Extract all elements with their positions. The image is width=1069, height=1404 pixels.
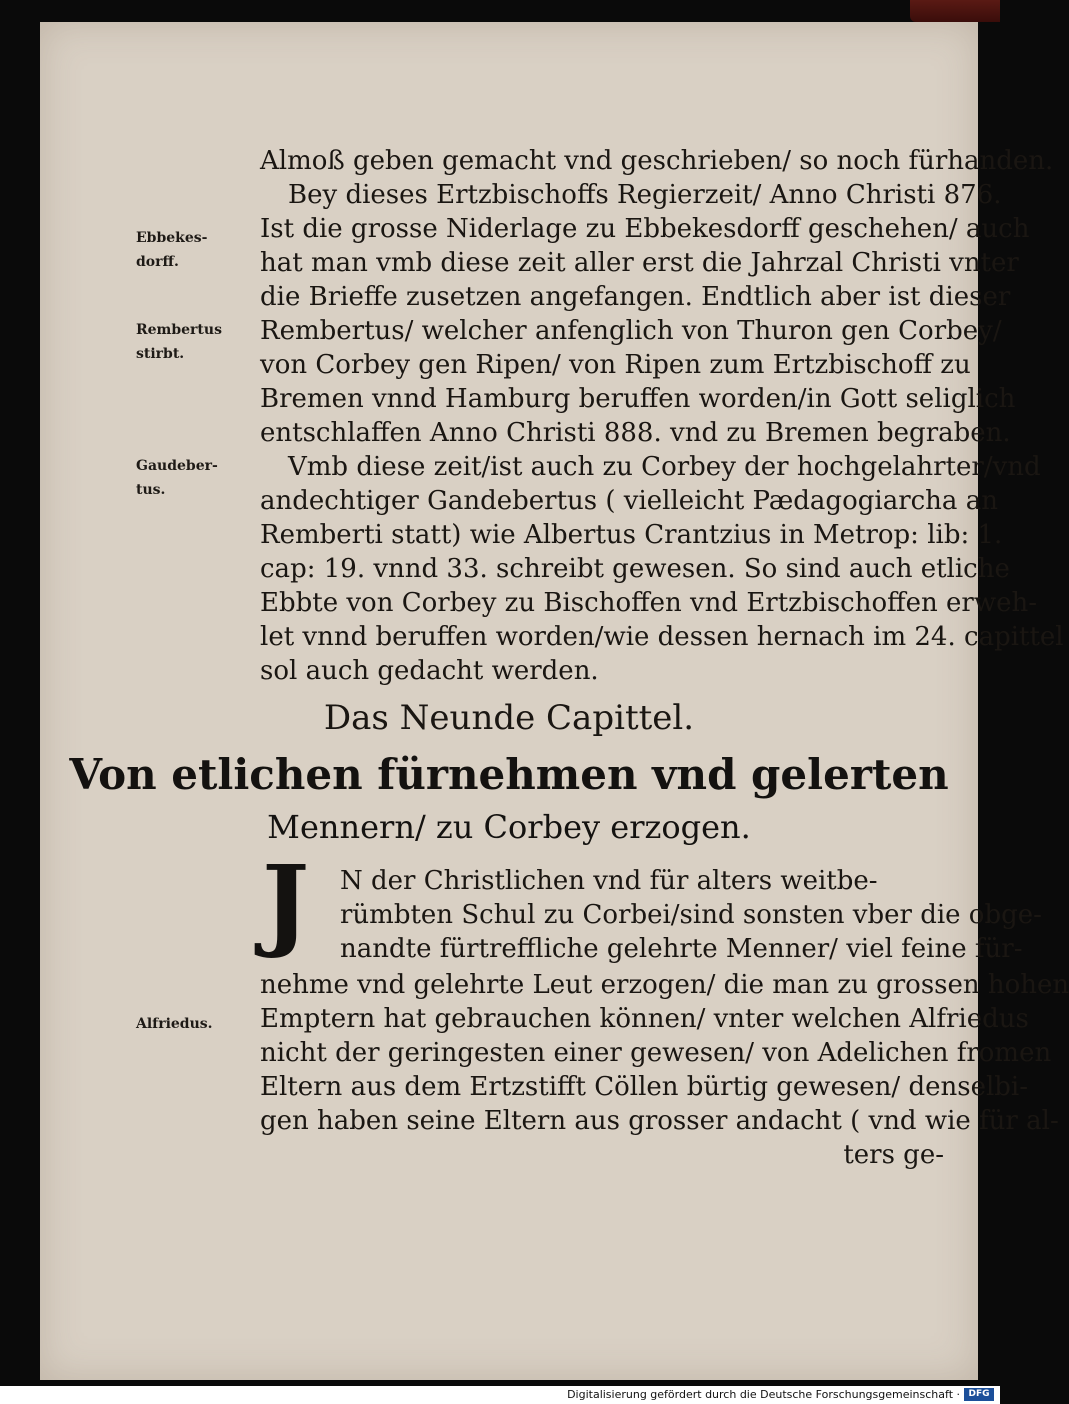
text-line: von Corbey gen Ripen/ von Ripen zum Ertzbischoff zu: [260, 350, 971, 380]
chapter-subtitle: Mennern/ zu Corbey erzogen.: [267, 808, 751, 846]
text-line: entschlaffen Anno Christi 888. vnd zu Bremen begraben.: [260, 418, 1011, 448]
margin-note: tus.: [136, 482, 166, 498]
text-line: Emptern hat gebrauchen können/ vnter welchen Alfriedus: [260, 1004, 1029, 1034]
text-line: die Brieffe zusetzen angefangen. Endtlich aber ist dieser: [260, 282, 1011, 312]
book-page: [40, 22, 1069, 1380]
dfg-logo: DFG: [964, 1388, 994, 1401]
text-line: Bremen vnnd Hamburg beruffen worden/in Gott seliglich: [260, 384, 1016, 414]
text-line: nandte fürtreffliche gelehrte Menner/ viel feine für-: [340, 934, 1023, 964]
text-line: let vnnd beruffen worden/wie dessen hernach im 24. capittel: [260, 622, 1064, 652]
margin-note: stirbt.: [136, 346, 185, 362]
text-line: Vmb diese zeit/ist auch zu Corbey der hochgelahrter/vnd: [288, 452, 1041, 482]
text-line: Ebbte von Corbey zu Bischoffen vnd Ertzbischoffen erweh-: [260, 588, 1037, 618]
text-line: Bey dieses Ertzbischoffs Regierzeit/ Anno Christi 876.: [288, 180, 1002, 210]
margin-note: dorff.: [136, 254, 179, 270]
text-line: Almoß geben gemacht vnd geschrieben/ so noch fürhanden.: [260, 146, 1054, 176]
chapter-number: Das Neunde Capittel.: [323, 698, 695, 738]
text-line: nehme vnd gelehrte Leut erzogen/ die man zu grossen hohen: [260, 970, 1069, 1000]
drop-cap: J: [262, 843, 310, 961]
text-line: Ist die grosse Niderlage zu Ebbekesdorff geschehen/ auch: [260, 214, 1030, 244]
text-line: N der Christlichen vnd für alters weitbe-: [340, 866, 878, 896]
text-line: nicht der geringesten einer gewesen/ von Adelichen fromen: [260, 1038, 1052, 1068]
book-edge: [910, 0, 1000, 22]
text-line: andechtiger Gandebertus ( vielleicht Pædagogiarcha an: [260, 486, 998, 516]
margin-note: Ebbekes-: [136, 230, 208, 246]
text-line: sol auch gedacht werden.: [260, 656, 599, 686]
funding-credit: Digitalisierung gefördert durch die Deutsche Forschungsgemeinschaft ·: [567, 1388, 960, 1401]
text-line: Rembertus/ welcher anfenglich von Thuron gen Corbey/: [260, 316, 1002, 346]
chapter-title: Von etlichen fürnehmen vnd gelerten: [69, 750, 949, 799]
text-line: gen haben seine Eltern aus grosser andacht ( vnd wie für al-: [260, 1106, 1059, 1136]
margin-note: Gaudeber-: [136, 458, 218, 474]
text-line: cap: 19. vnnd 33. schreibt gewesen. So sind auch etliche: [260, 554, 1010, 584]
text-line: hat man vmb diese zeit aller erst die Jahrzal Christi vnter: [260, 248, 1019, 278]
text-line: Remberti statt) wie Albertus Crantzius in Metrop: lib: 1.: [260, 520, 1003, 550]
margin-note: Rembertus: [136, 322, 222, 338]
margin-note: Alfriedus.: [136, 1016, 213, 1032]
text-line: Eltern aus dem Ertzstifft Cöllen bürtig gewesen/ denselbi-: [260, 1072, 1029, 1102]
catchword: ters ge-: [843, 1140, 944, 1170]
page-content: [40, 22, 1069, 1380]
text-line: rümbten Schul zu Corbei/sind sonsten vber die obge-: [340, 900, 1042, 930]
